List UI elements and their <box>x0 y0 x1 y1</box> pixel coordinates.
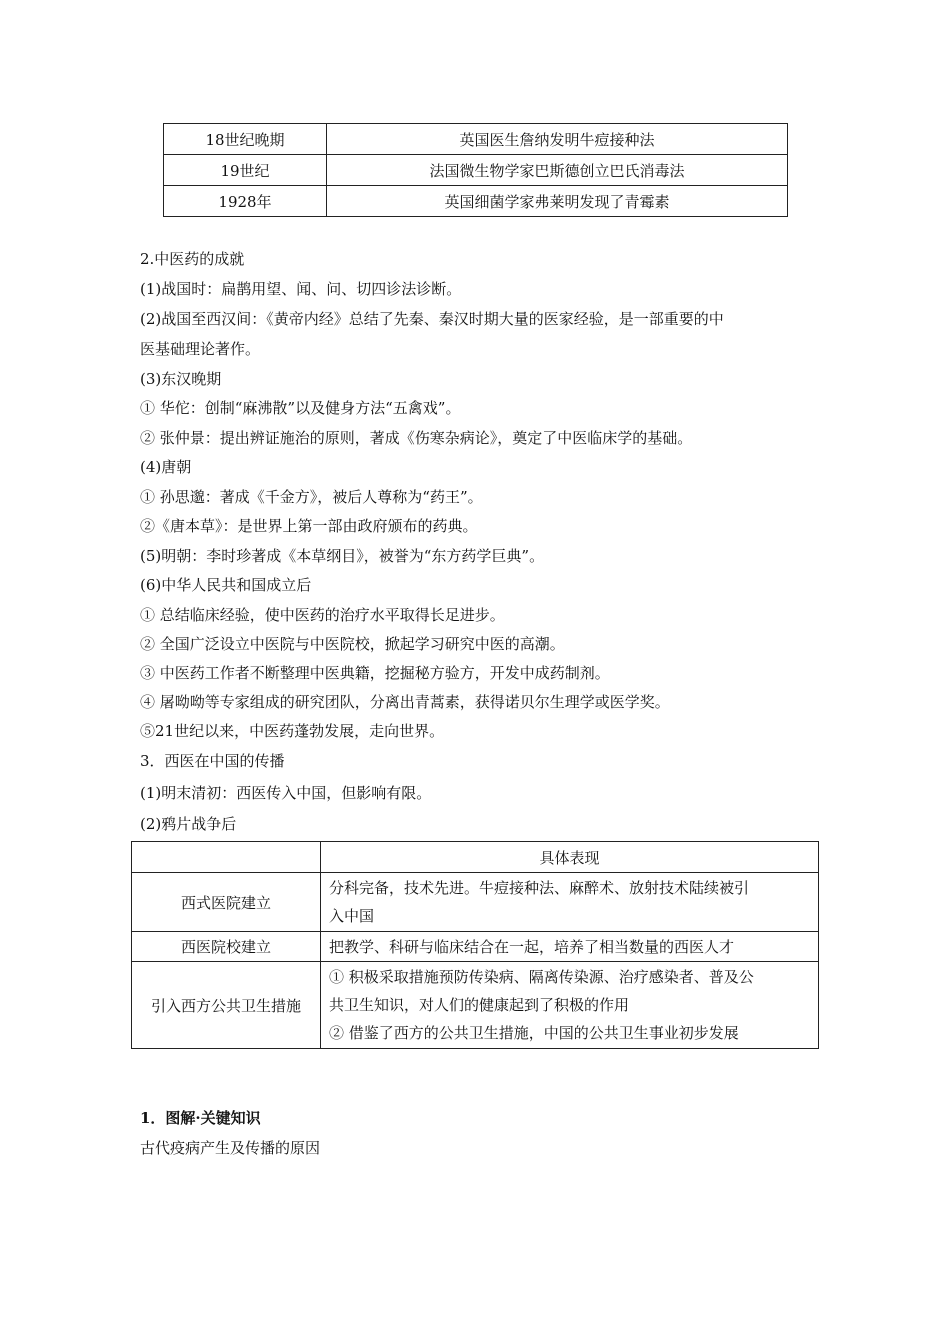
item-cell: 西医院校建立 <box>132 932 321 962</box>
period-cell: 18世纪晚期 <box>164 124 327 155</box>
text-line: ① 孙思邈：著成《千金方》，被后人尊称为“药王”。 <box>140 488 483 506</box>
section-heading: 1．图解·关键知识 <box>140 1109 261 1127</box>
detail-cell <box>321 932 819 962</box>
table-row <box>164 186 788 217</box>
detail-line: 入中国 <box>329 907 375 925</box>
text-line: (1)战国时：扁鹊用望、闻、问、切四诊法诊断。 <box>140 280 462 298</box>
text-line: ③ 中医药工作者不断整理中医典籍，挖掘秘方验方，开发中成药制剂。 <box>140 664 610 682</box>
detail-line: ② 借鉴了西方的公共卫生措施，中国的公共卫生事业初步发展 <box>329 1024 739 1042</box>
text-line: ②《唐本草》：是世界上第一部由政府颁布的药典。 <box>140 517 478 535</box>
section-heading: 3．西医在中国的传播 <box>140 752 285 770</box>
section-heading: 2.中医药的成就 <box>140 250 245 268</box>
text-line: (1)明末清初：西医传入中国，但影响有限。 <box>140 784 432 802</box>
text-line: (2)战国至西汉间：《黄帝内经》总结了先秦、秦汉时期大量的医家经验，是一部重要的中 <box>140 310 724 328</box>
item-cell: 西式医院建立 <box>132 873 321 932</box>
event-cell: 英国细菌学家弗莱明发现了青霉素 <box>327 186 788 217</box>
detail-line: ① 积极采取措施预防传染病、隔离传染源、治疗感染者、普及公 <box>329 968 754 986</box>
detail-line: 分科完备，技术先进。牛痘接种法、麻醉术、放射技术陆续被引 <box>329 879 750 897</box>
event-cell: 英国医生詹纳发明牛痘接种法 <box>327 124 788 155</box>
period-cell: 19世纪 <box>164 155 327 186</box>
text-line: (4)唐朝 <box>140 458 192 476</box>
text-line: ② 全国广泛设立中医院与中医院校，掀起学习研究中医的高潮。 <box>140 635 565 653</box>
text-line: ④ 屠呦呦等专家组成的研究团队，分离出青蒿素，获得诺贝尔生理学或医学奖。 <box>140 693 670 711</box>
item-cell: 引入西方公共卫生措施 <box>132 962 321 1049</box>
text-line: (6)中华人民共和国成立后 <box>140 576 312 594</box>
detail-line: 把教学、科研与临床结合在一起，培养了相当数量的西医人才 <box>329 937 735 956</box>
history-table <box>163 123 788 217</box>
detail-cell <box>321 873 819 932</box>
header-blank-cell <box>132 842 321 873</box>
western-medicine-table <box>131 841 819 1049</box>
table-row <box>132 962 819 1049</box>
text-line: ① 总结临床经验，使中医药的治疗水平取得长足进步。 <box>140 606 505 624</box>
table-row <box>164 155 788 186</box>
text-line: ⑤21世纪以来，中医药蓬勃发展，走向世界。 <box>140 722 445 740</box>
text-line: (5)明朝：李时珍著成《本草纲目》，被誉为“东方药学巨典”。 <box>140 547 545 565</box>
table-row <box>164 124 788 155</box>
period-cell: 1928年 <box>164 186 327 217</box>
header-cell: 具体表现 <box>321 842 819 873</box>
text-line: 医基础理论著作。 <box>140 340 261 358</box>
table-row <box>132 932 819 962</box>
table-header-row <box>132 842 819 873</box>
text-line: 古代疫病产生及传播的原因 <box>140 1139 321 1157</box>
text-line: ① 华佗：创制“麻沸散”以及健身方法“五禽戏”。 <box>140 399 461 417</box>
text-line: (3)东汉晚期 <box>140 370 222 388</box>
table-row <box>132 873 819 932</box>
detail-cell <box>321 962 819 1049</box>
text-line: ② 张仲景：提出辨证施治的原则，著成《伤寒杂病论》，奠定了中医临床学的基础。 <box>140 429 693 447</box>
text-line: (2)鸦片战争后 <box>140 815 237 833</box>
detail-line: 共卫生知识，对人们的健康起到了积极的作用 <box>329 996 630 1014</box>
event-cell: 法国微生物学家巴斯德创立巴氏消毒法 <box>327 155 788 186</box>
